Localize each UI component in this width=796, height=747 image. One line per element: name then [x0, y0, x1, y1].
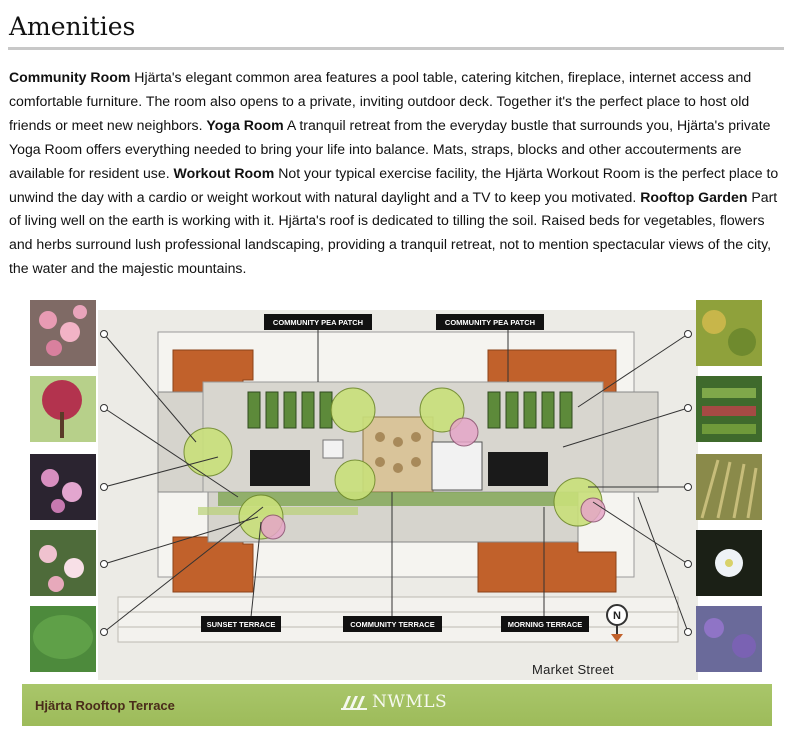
roof-structure-left: [250, 450, 310, 486]
plant-photos-right: [696, 300, 762, 672]
stair-core: [432, 442, 482, 490]
plan-footer-title: Hjärta Rooftop Terrace: [35, 698, 175, 713]
amenities-description: [9, 66, 785, 281]
amenity-text-yoga-room: A tranquil retreat from the everyday bustle that surrounds you, Hjärta's private Yoga Room offers everything needed to bring your life into balance. Mats, straps, blocks and other accouterments are available for resident use.: [9, 116, 771, 181]
label-community-pea-patch-left: COMMUNITY PEA PATCH: [272, 318, 364, 327]
roof-structure-right: [488, 452, 548, 486]
amenity-name-community-room: Community Room: [9, 69, 131, 85]
amenity-name-workout-room: Workout Room: [173, 164, 275, 181]
nwmls-watermark-text: NWMLS: [372, 692, 448, 712]
amenity-text-workout-room: Not your typical exercise facility, the Hjärta Workout Room is the perfect place to unwind the day with a cardio or weight workout with natural daylight and a TV to keep you motivated.: [9, 164, 779, 205]
street-label: Market Street: [532, 662, 614, 677]
plant-photos-left: [30, 300, 96, 672]
rooftop-site-plan: [18, 292, 774, 682]
heading-divider: [8, 47, 784, 50]
label-community-terrace: COMMUNITY TERRACE: [350, 620, 435, 629]
roof-hatch: [323, 440, 343, 458]
label-morning-terrace: MORNING TERRACE: [507, 620, 583, 629]
amenity-name-rooftop-garden: Rooftop Garden: [640, 188, 748, 205]
nwmls-watermark: [340, 692, 447, 712]
compass-letter: N: [613, 610, 621, 622]
label-sunset-terrace: SUNSET TERRACE: [206, 620, 276, 629]
amenity-text-community-room: Hjärta's elegant common area features a pool table, catering kitchen, fireplace, internet access and comfortable furniture. The room also opens to a private, inviting outdoor deck. Together it's the perfect place to host old friends or meet new neighbors.: [9, 69, 752, 133]
plan-footer-bar: [22, 684, 772, 726]
label-community-pea-patch-right: COMMUNITY PEA PATCH: [444, 318, 536, 327]
amenity-text-rooftop-garden: Part of living well on the earth is working with it. Hjärta's roof is dedicated to tilling the soil. Raised beds for vegetables, flowers and herbs surround lush professional landscaping, providing a tranquil retreat, not to mention spectacular views of the city, the water and the majestic mountains.: [9, 188, 778, 277]
amenity-name-yoga-room: Yoga Room: [206, 116, 284, 133]
nwmls-logo-icon: [340, 692, 370, 712]
page-title: Amenities: [9, 12, 136, 41]
